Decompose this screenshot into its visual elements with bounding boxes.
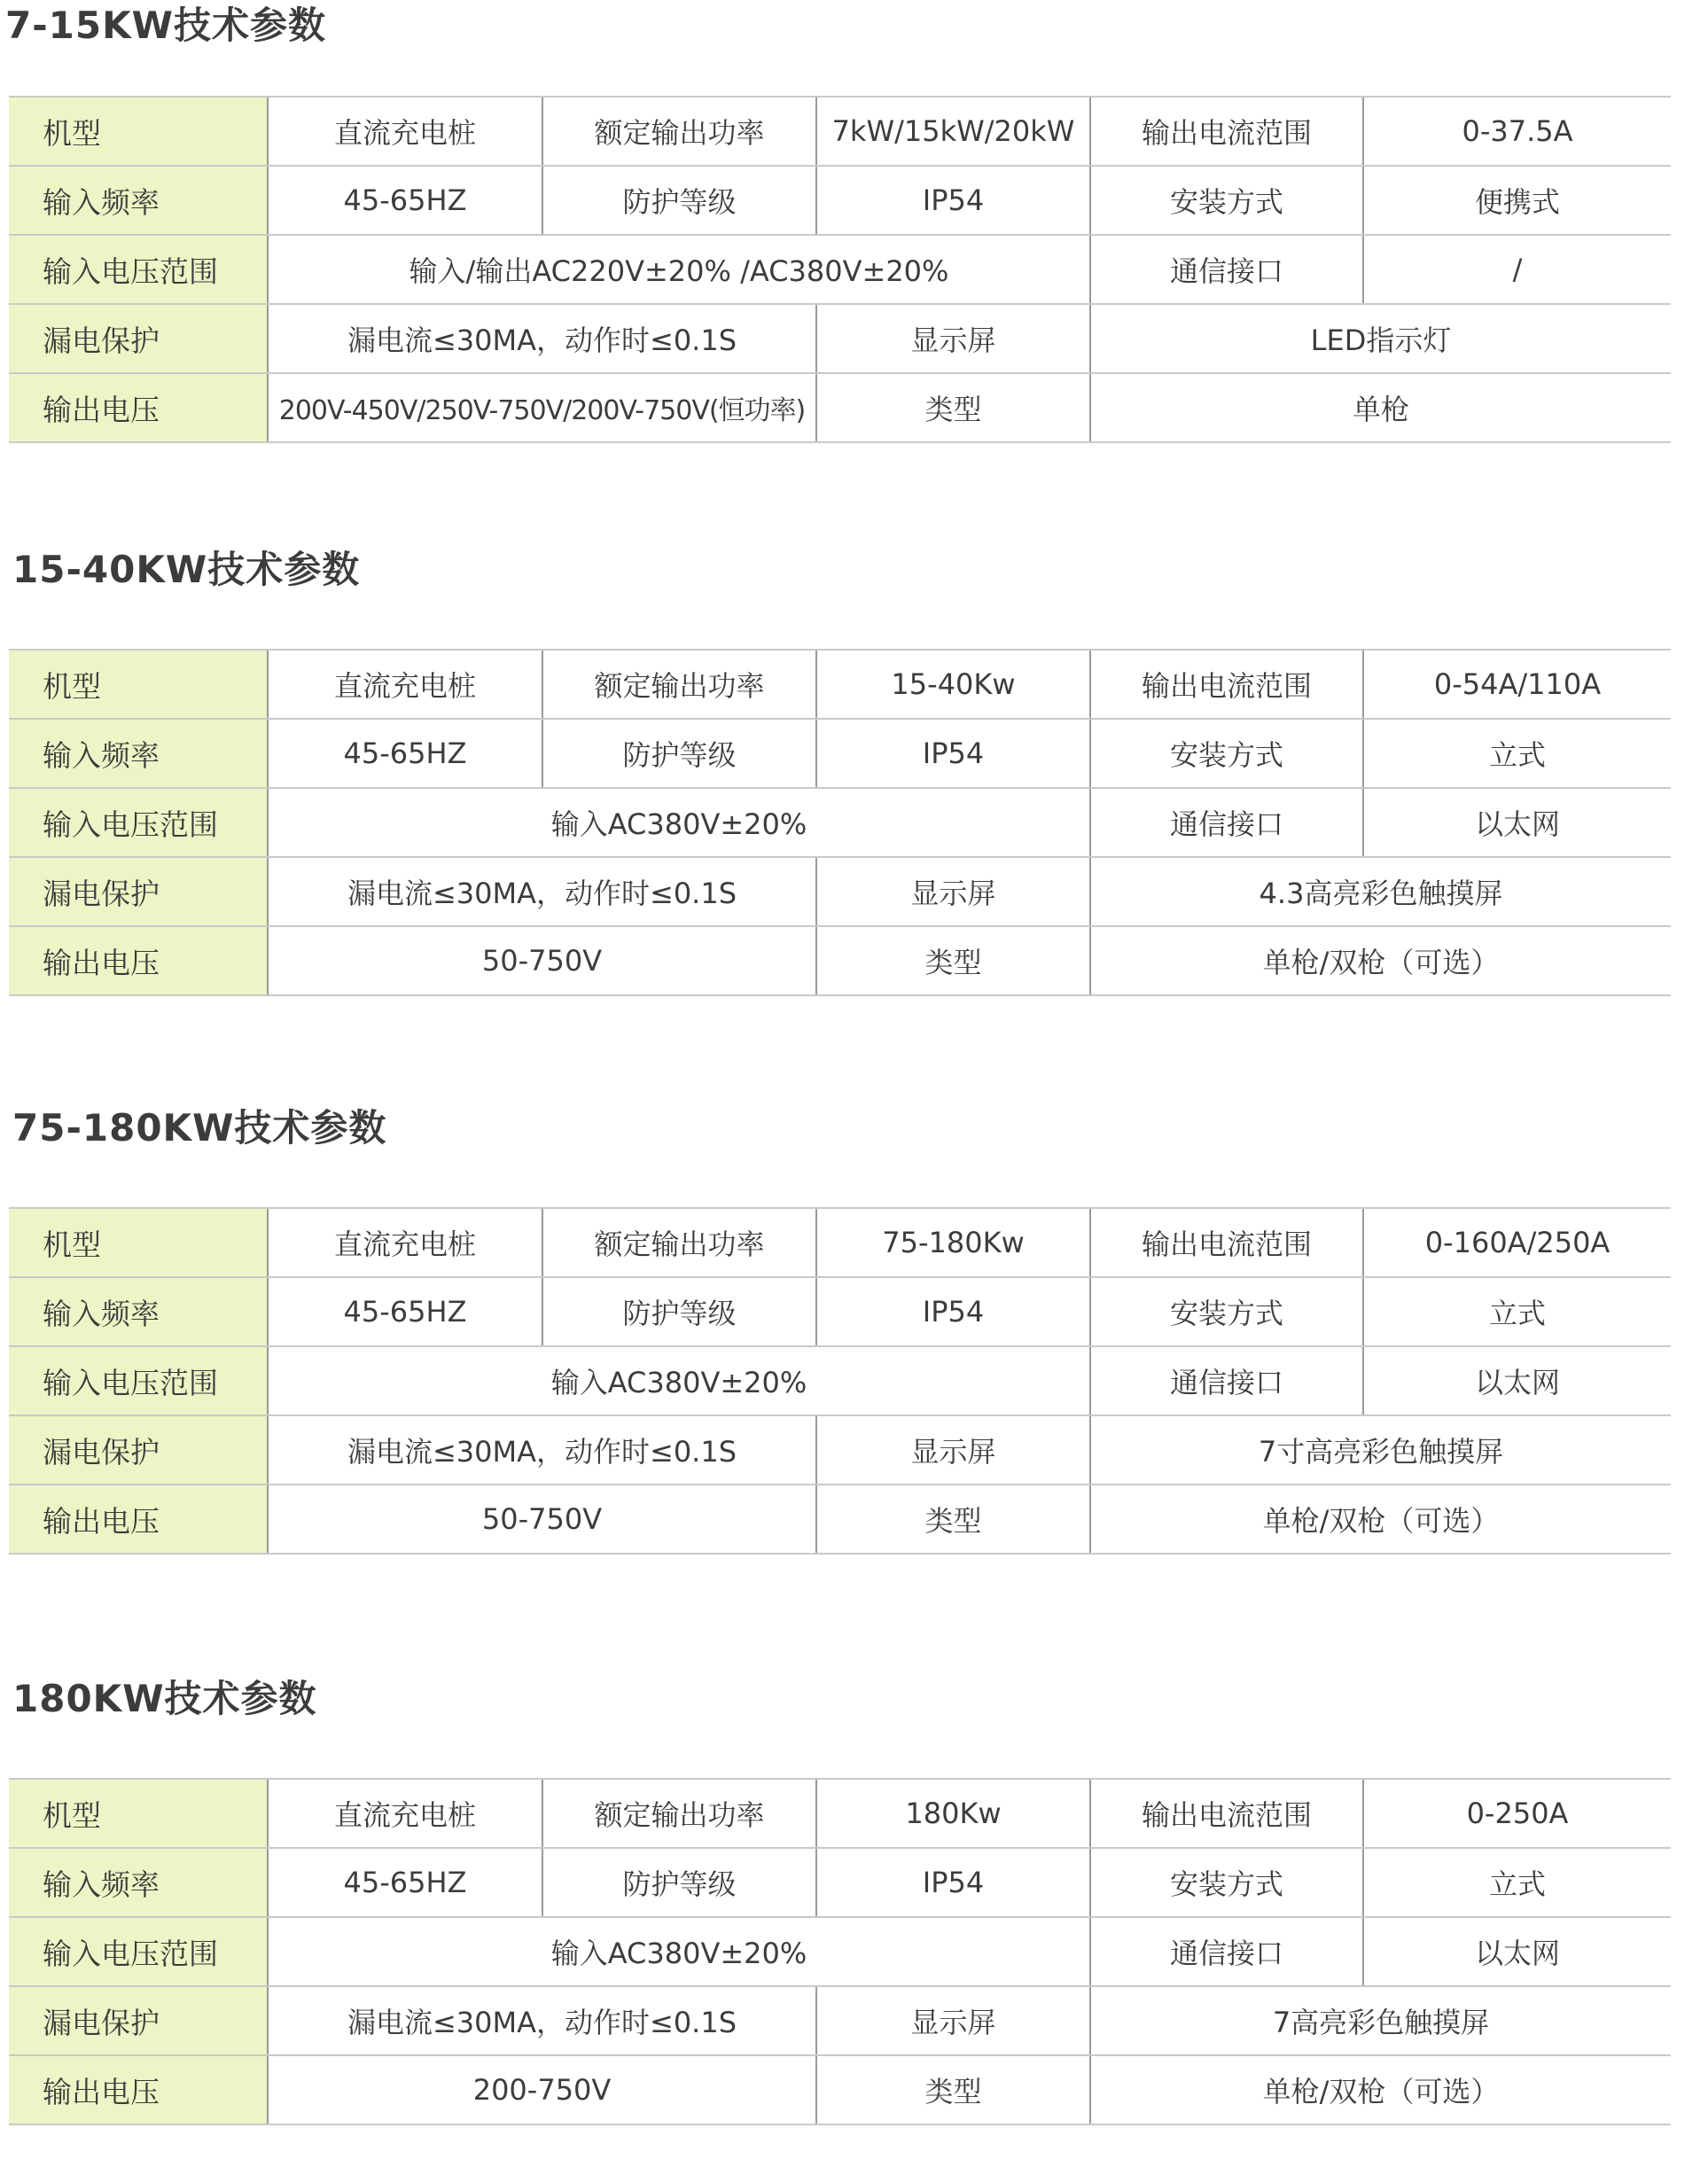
table-cell: 类型 [816, 373, 1090, 442]
table-row [9, 1917, 1671, 1986]
table-cell: 直流充电桩 [268, 1208, 542, 1277]
table-row [9, 1208, 1671, 1277]
table-cell: 输入AC380V±20% [268, 788, 1090, 857]
table-cell: 显示屏 [816, 304, 1090, 373]
spec-table [9, 649, 1671, 996]
table-cell: 直流充电桩 [268, 97, 542, 166]
table-cell: 输出电流范围 [1090, 97, 1363, 166]
table-row [9, 1346, 1671, 1415]
table-row [9, 235, 1671, 304]
table-cell: 漏电流≤30MA，动作时≤0.1S [268, 304, 816, 373]
row-label: 漏电保护 [9, 857, 268, 926]
table-cell: 通信接口 [1090, 788, 1363, 857]
table-cell: 额定输出功率 [542, 97, 816, 166]
table-cell: 额定输出功率 [542, 1208, 816, 1277]
row-label: 机型 [9, 1208, 268, 1277]
table-cell: 额定输出功率 [542, 1779, 816, 1848]
table-cell: 显示屏 [816, 857, 1090, 926]
table-cell: 45-65HZ [268, 1277, 542, 1346]
section-title: 180KW技术参数 [12, 1677, 317, 1720]
table-cell: 45-65HZ [268, 166, 542, 235]
table-cell: IP54 [816, 1848, 1090, 1917]
spec-table [9, 1207, 1671, 1555]
table-cell: 安装方式 [1090, 719, 1363, 788]
table-cell: 类型 [816, 1485, 1090, 1554]
table-cell: 防护等级 [542, 166, 816, 235]
table-cell: 类型 [816, 2055, 1090, 2124]
table-cell: / [1363, 235, 1671, 304]
table-cell: 安装方式 [1090, 1848, 1363, 1917]
table-cell: 漏电流≤30MA，动作时≤0.1S [268, 1986, 816, 2055]
row-label: 输出电压 [9, 926, 268, 995]
table-cell: 15-40Kw [816, 650, 1090, 719]
row-label: 机型 [9, 1779, 268, 1848]
table-cell: 0-37.5A [1363, 97, 1671, 166]
table-row [9, 2055, 1671, 2124]
table-row [9, 857, 1671, 926]
table-cell: 输入/输出AC220V±20% /AC380V±20% [268, 235, 1090, 304]
table-cell: 45-65HZ [268, 719, 542, 788]
row-label: 输入频率 [9, 166, 268, 235]
table-cell: 输入AC380V±20% [268, 1917, 1090, 1986]
table-cell: 通信接口 [1090, 235, 1363, 304]
table-cell: 200V-450V/250V-750V/200V-750V(恒功率) [268, 373, 816, 442]
table-row [9, 719, 1671, 788]
table-cell: 75-180Kw [816, 1208, 1090, 1277]
row-label: 输入电压范围 [9, 1346, 268, 1415]
table-cell: 单枪/双枪（可选） [1090, 1485, 1671, 1554]
table-cell: 0-160A/250A [1363, 1208, 1671, 1277]
table-cell: 类型 [816, 926, 1090, 995]
table-cell: 以太网 [1363, 1346, 1671, 1415]
table-cell: 立式 [1363, 1848, 1671, 1917]
table-cell: 7高亮彩色触摸屏 [1090, 1986, 1671, 2055]
row-label: 输出电压 [9, 1485, 268, 1554]
table-cell: 显示屏 [816, 1415, 1090, 1485]
table-row [9, 926, 1671, 995]
table-cell: 额定输出功率 [542, 650, 816, 719]
table-cell: 0-54A/110A [1363, 650, 1671, 719]
table-cell: 漏电流≤30MA，动作时≤0.1S [268, 1415, 816, 1485]
table-cell: 输出电流范围 [1090, 1208, 1363, 1277]
row-label: 漏电保护 [9, 1415, 268, 1485]
table-cell: 7kW/15kW/20kW [816, 97, 1090, 166]
row-label: 输出电压 [9, 373, 268, 442]
table-cell: 显示屏 [816, 1986, 1090, 2055]
table-cell: IP54 [816, 719, 1090, 788]
row-label: 输入电压范围 [9, 235, 268, 304]
row-label: 输入频率 [9, 1848, 268, 1917]
table-cell: 50-750V [268, 926, 816, 995]
table-row [9, 1848, 1671, 1917]
table-cell: 安装方式 [1090, 166, 1363, 235]
table-row [9, 1779, 1671, 1848]
table-row [9, 1415, 1671, 1485]
row-label: 漏电保护 [9, 1986, 268, 2055]
table-cell: 单枪 [1090, 373, 1671, 442]
table-cell: 防护等级 [542, 1848, 816, 1917]
section-title: 15-40KW技术参数 [12, 548, 361, 591]
section-title: 7-15KW技术参数 [5, 4, 326, 47]
row-label: 机型 [9, 650, 268, 719]
table-row [9, 788, 1671, 857]
table-cell: 200-750V [268, 2055, 816, 2124]
table-cell: 单枪/双枪（可选） [1090, 926, 1671, 995]
table-cell: IP54 [816, 1277, 1090, 1346]
row-label: 输入电压范围 [9, 1917, 268, 1986]
table-cell: 0-250A [1363, 1779, 1671, 1848]
table-cell: 通信接口 [1090, 1917, 1363, 1986]
table-row [9, 1277, 1671, 1346]
row-label: 输入电压范围 [9, 788, 268, 857]
table-cell: 直流充电桩 [268, 650, 542, 719]
spec-table [9, 96, 1671, 443]
table-cell: 输出电流范围 [1090, 650, 1363, 719]
table-cell: 防护等级 [542, 719, 816, 788]
table-cell: 立式 [1363, 1277, 1671, 1346]
row-label: 输出电压 [9, 2055, 268, 2124]
table-cell: 单枪/双枪（可选） [1090, 2055, 1671, 2124]
table-row [9, 373, 1671, 442]
table-row [9, 97, 1671, 166]
table-cell: IP54 [816, 166, 1090, 235]
section-title: 75-180KW技术参数 [12, 1106, 387, 1150]
table-row [9, 304, 1671, 373]
table-cell: 立式 [1363, 719, 1671, 788]
table-row [9, 1485, 1671, 1554]
table-row [9, 1986, 1671, 2055]
table-row [9, 650, 1671, 719]
table-row [9, 166, 1671, 235]
row-label: 漏电保护 [9, 304, 268, 373]
table-cell: 7寸高亮彩色触摸屏 [1090, 1415, 1671, 1485]
row-label: 输入频率 [9, 1277, 268, 1346]
table-cell: 50-750V [268, 1485, 816, 1554]
table-cell: 输入AC380V±20% [268, 1346, 1090, 1415]
table-cell: 通信接口 [1090, 1346, 1363, 1415]
spec-table [9, 1778, 1671, 2125]
table-cell: 180Kw [816, 1779, 1090, 1848]
row-label: 输入频率 [9, 719, 268, 788]
table-cell: 以太网 [1363, 788, 1671, 857]
table-cell: 输出电流范围 [1090, 1779, 1363, 1848]
table-cell: 防护等级 [542, 1277, 816, 1346]
table-cell: 直流充电桩 [268, 1779, 542, 1848]
row-label: 机型 [9, 97, 268, 166]
table-cell: 45-65HZ [268, 1848, 542, 1917]
table-cell: 便携式 [1363, 166, 1671, 235]
table-cell: LED指示灯 [1090, 304, 1671, 373]
table-cell: 安装方式 [1090, 1277, 1363, 1346]
table-cell: 4.3高亮彩色触摸屏 [1090, 857, 1671, 926]
table-cell: 以太网 [1363, 1917, 1671, 1986]
table-cell: 漏电流≤30MA，动作时≤0.1S [268, 857, 816, 926]
